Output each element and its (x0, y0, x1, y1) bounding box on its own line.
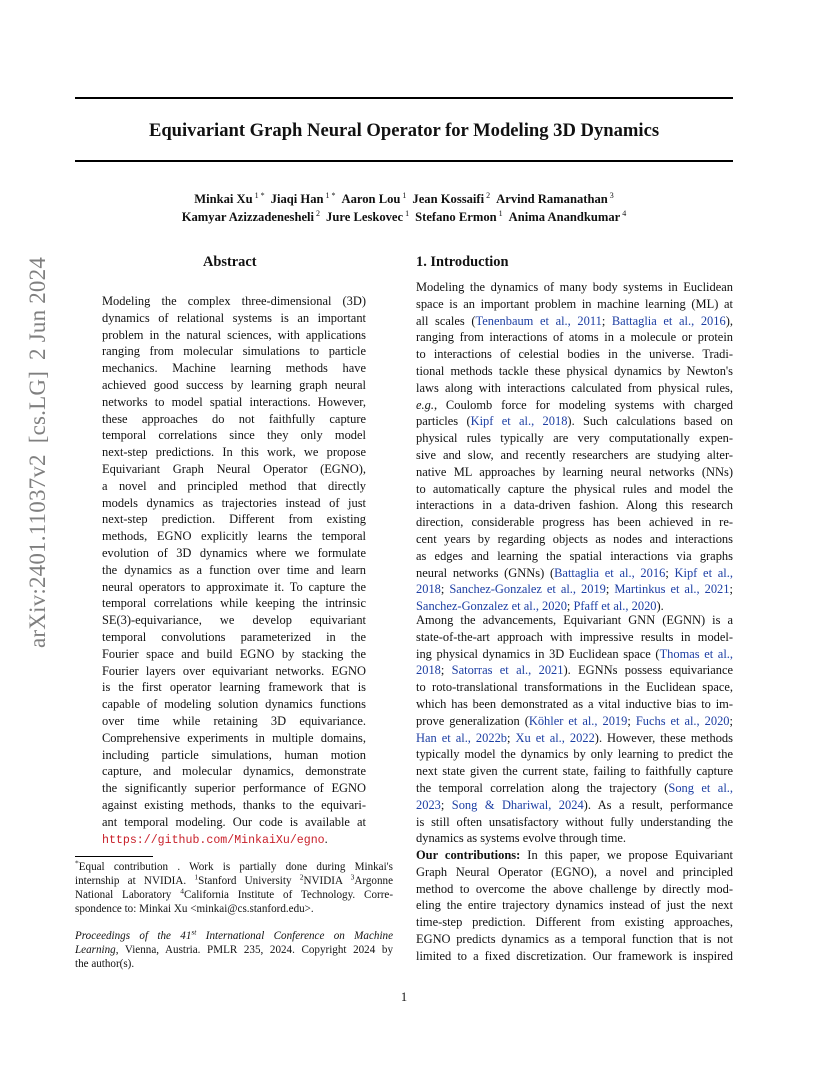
text-line: methods, EGNO explicitly learns the temporal (102, 529, 366, 544)
arxiv-text: [cs.LG] (25, 370, 50, 444)
text-line: temporal correlations since they only model (102, 428, 366, 443)
text-line: eling the entire trajectory dynamics instead of just the next (416, 898, 733, 913)
text-line: 2018; Satorras et al., 2021). EGNNs possess equivariance (416, 663, 733, 678)
abstract-text (102, 293, 366, 847)
text-line: EGNO predicts dynamics as a temporal function that is not (416, 931, 733, 946)
text-line: time-step prediction. Different from existing approaches, (416, 915, 733, 930)
text-line: Among the advancements, Equivariant GNN (EGNN) is a (416, 613, 733, 627)
author-name: Jiaqi Han $^{1 *}$ (270, 190, 336, 206)
text-line: limited to a fixed discretization. Our framework is inspired (416, 948, 733, 963)
text-line: neural operators to approximate it. To capture the (102, 579, 366, 594)
text-line: to interactions of celestial bodies in the universe. Tradi- (416, 347, 733, 362)
text-line: state-of-the-art approach with impressive results in model- (416, 629, 733, 644)
text-line: these approaches do not faithfully capture (102, 411, 366, 426)
text-line: mechanics. Machine learning methods have (102, 361, 366, 376)
text-line: sive and slow, and recently researchers are studying alter- (416, 447, 733, 462)
text-line: next state given the current state, failing to faithfully capture (416, 764, 733, 779)
intro-paragraph-3 (416, 847, 733, 965)
text-line: temporal convolutions parameterized in the (102, 629, 366, 644)
footnote-line: ​internship at NVIDIA. $^1$Stanford University $^2$NVIDIA $^3$Argonne (75, 872, 393, 887)
text-line: networks to model spatial interactions. However, (102, 394, 366, 409)
title-rule (75, 160, 733, 162)
text-line: Modeling the complex three-dimensional (3D) (102, 294, 366, 308)
author-name: Jean Kossaifi $^2$ (412, 190, 491, 206)
intro-paragraph-1 (416, 279, 733, 615)
text-line: is still often unsatisfactory without fully understanding the (416, 814, 733, 829)
text-line: physical rules typically are very computationally expen- (416, 431, 733, 446)
text-line: Modeling the dynamics of many body systems in Euclidean (416, 280, 733, 294)
page-number: 1 (400, 990, 408, 1004)
text-line: as edges and learning the spatial interactions via graphs (416, 548, 733, 563)
text-line: space is an important problem in machine learning (ML) at (416, 296, 733, 311)
author-name: Arvind Ramanathan $^3$ (496, 190, 614, 206)
text-line: a novel and principled method that directly (102, 478, 366, 493)
author-line-2 (75, 210, 733, 225)
text-line: SE(3)-equivariance, we develop equivariant (102, 613, 366, 628)
text-line: particles (Kipf et al., 2018). Such calculations based on (416, 414, 733, 429)
text-line: ranging from molecular simulations to particle (102, 344, 366, 359)
text-line: Sanchez-Gonzalez et al., 2020; Pfaff et al., 2020). (416, 599, 664, 614)
top-rule (75, 97, 733, 99)
text-line: Han et al., 2022b; Xu et al., 2022). However, these methods (416, 730, 733, 745)
text-line: including particle simulations, human motion (102, 747, 366, 762)
footnote-line: ​National Laboratory $^4$California Institute of Technology. Corre- (75, 886, 394, 901)
text-line: ant temporal modeling. Our code is available at (102, 814, 366, 829)
text-line: prove generalization (Köhler et al., 2019; Fuchs et al., 2020; (416, 713, 733, 728)
text-line: Our contributions: In this paper, we propose Equivariant (416, 848, 733, 862)
text-line: models dynamics as trajectories instead of just (102, 495, 366, 510)
footnote (75, 858, 394, 917)
paper-title: Equivariant Graph Neural Operator for Modeling 3D Dynamics (148, 120, 660, 141)
proceedings-line: the author(s). (75, 957, 135, 970)
text-line: tional methods tackle these physical dynamics by Newton's (416, 363, 733, 378)
footnote-rule (75, 856, 153, 857)
text-line: Graph Neural Operator (EGNO), a novel and principled (416, 864, 733, 879)
text-line: direction, considerable progress has been achieved in re- (416, 515, 733, 530)
text-line: to roto-translational transformations in the Euclidean space, (416, 680, 733, 695)
text-line: neural networks (GNNs) (Battaglia et al., 2016; Kipf et al., (416, 565, 733, 580)
text-line: laws along with interactions calculated from physical rules, (416, 380, 733, 395)
text-line: all scales (Tenenbaum et al., 2011; Battaglia et al., 2016), (416, 313, 733, 328)
footnote-line: *Equal contribution . Work is partially done during Minkai's (75, 858, 393, 873)
proceedings-line: Learning, Vienna, Austria. PMLR 235, 2024. Copyright 2024 by (75, 943, 393, 956)
abstract-heading: Abstract (203, 254, 257, 270)
text-line: Fourier space and build EGNO by stacking the (102, 646, 366, 661)
text-line: dynamics of relational systems is an important (102, 310, 366, 325)
text-line: which has been demonstrated as a vital inductive bias to im- (416, 696, 733, 711)
text-line: the temporal correlation along the trajectory (Song et al., (416, 780, 733, 795)
arxiv-text: arXiv:2401.11037v2 (25, 454, 50, 648)
proceedings-note (75, 927, 393, 972)
author-name: Stefano Ermon $^1$ (415, 208, 503, 224)
text-line: to automatically capture the physical rules and model the (416, 481, 733, 496)
author-line-1 (75, 192, 733, 207)
intro-paragraph-2 (416, 612, 733, 847)
text-line: is the first operator learning framework that is (102, 680, 366, 695)
text-line: next-step prediction. Different from existing (102, 512, 366, 527)
text-line: Equivariant Graph Neural Operator (EGNO), (102, 461, 366, 476)
text-line: capture, and molecular dynamics, demonstrate (102, 764, 366, 779)
text-line: Comprehensive experiments in multiple domains, (102, 730, 366, 745)
author-name: Aaron Lou $^1$ (341, 190, 407, 206)
text-line: temporal correlations while keeping the intrinsic (102, 596, 366, 611)
arxiv-identifier (25, 246, 51, 648)
text-line: typically model the dynamics by only learning to predict the (416, 747, 733, 762)
footnote-line: ​spondence to: Minkai Xu <minkai@cs.stanford.edu>. (75, 902, 314, 915)
text-line: next-step predictions. In this work, we propose (102, 445, 366, 460)
text-line: ranging from interactions of atoms in a molecule or protein (416, 330, 733, 345)
text-line: over time while retaining 3D equivariance. (102, 713, 366, 728)
proceedings-line: Proceedings of the 41st International Conference on Machine (75, 927, 393, 942)
intro-heading: 1. Introduction (416, 254, 509, 270)
text-line: ing physical dynamics in 3D Euclidean space (Thomas et al., (416, 646, 733, 661)
text-line: interactions in a data-driven fashion. Along this research (416, 498, 733, 513)
text-line: against existing methods, thanks to the equivari- (102, 797, 366, 812)
code-url-link[interactable]: https://github.com/MinkaiXu/egno. (102, 831, 328, 847)
text-line: dynamics as systems evolve through time. (416, 831, 627, 846)
text-line: cent years by regarding objects as nodes and interactions (416, 531, 733, 546)
text-line: achieved good success by learning graph neural (102, 377, 366, 392)
author-name: Kamyar Azizzadenesheli $^2$ (181, 208, 321, 224)
text-line: the significantly superior performance of EGNO (102, 781, 366, 796)
text-line: problem in the natural sciences, with applications (102, 327, 366, 342)
text-line: e.g., Coulomb force for modeling systems with charged (416, 397, 733, 412)
arxiv-text: 2 Jun 2024 (25, 256, 50, 360)
author-name: Minkai Xu $^{1 *}$ (194, 190, 265, 206)
text-line: evolution of 3D dynamics where we formulate (102, 545, 366, 560)
author-name: Anima Anandkumar $^4$ (508, 208, 627, 224)
text-line: method to overcome the above challenge by directly mod- (416, 881, 733, 896)
text-line: the dynamics as a function over time and learn (102, 562, 366, 577)
author-name: Jure Leskovec $^1$ (326, 208, 410, 224)
text-line: capable of modeling solution dynamics functions (102, 697, 366, 712)
text-line: 2018; Sanchez-Gonzalez et al., 2019; Martinkus et al., 2021; (416, 582, 733, 597)
text-line: native ML approaches by learning neural networks (NNs) (416, 464, 733, 479)
text-line: Fourier layers over equivariant networks. EGNO (102, 663, 366, 678)
text-line: 2023; Song & Dhariwal, 2024). As a result, performance (416, 797, 733, 812)
